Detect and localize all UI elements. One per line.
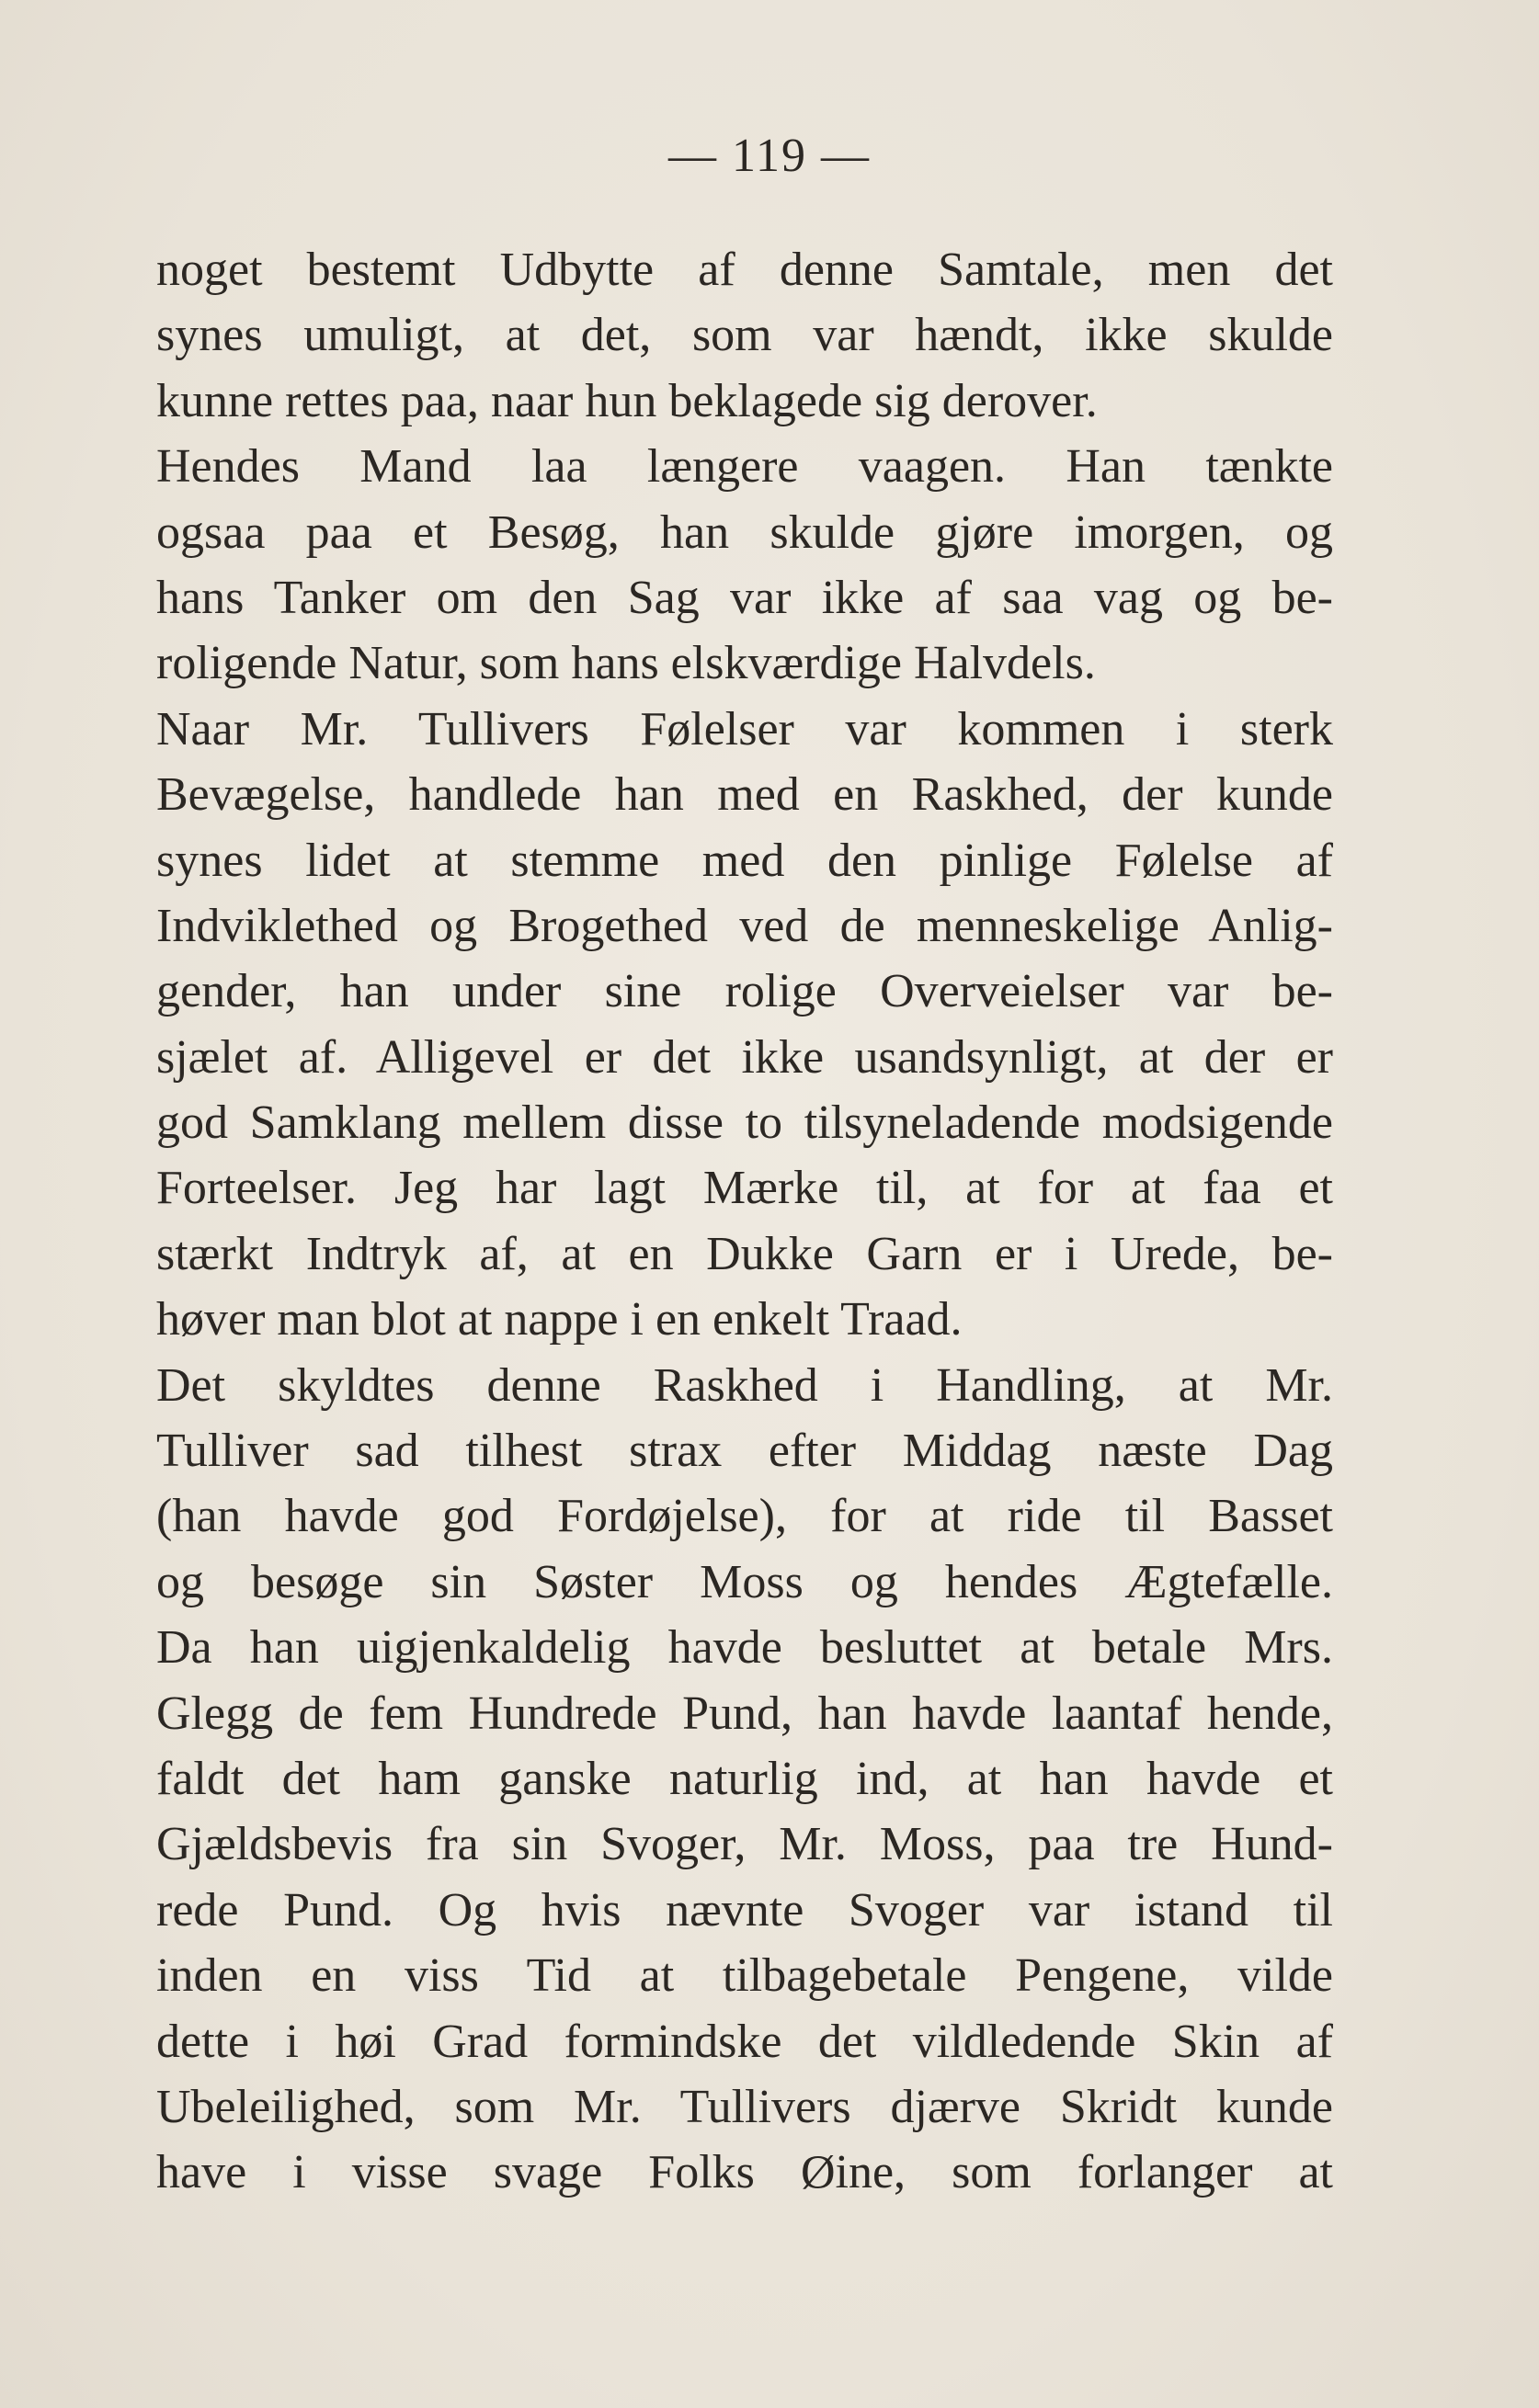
text-line: roligende Natur, som hans elskværdige Halvdels. [156, 637, 1096, 690]
text-line: synes lidet at stemme med den pinlige Følelse af [156, 834, 1333, 887]
text-line: faldt det ham ganske naturlig ind, at han havde et [156, 1752, 1333, 1805]
text-line: (han havde god Fordøjelse), for at ride til Basset [156, 1490, 1333, 1543]
text-line: god Samklang mellem disse to tilsyneladende modsigende [156, 1096, 1333, 1150]
text-line: Hendes Mand laa længere vaagen. Han tænkte [156, 440, 1333, 494]
text-line: Bevægelse, handlede han med en Raskhed, der kunde [156, 768, 1333, 822]
text-line: Glegg de fem Hundrede Pund, han havde laantaf hende, [156, 1687, 1333, 1740]
text-line: sjælet af. Alligevel er det ikke usandsynligt, at der er [156, 1030, 1333, 1084]
text-line: have i visse svage Folks Øine, som forlanger at [156, 2146, 1333, 2199]
text-line: kunne rettes paa, naar hun beklagede sig derover. [156, 374, 1098, 427]
text-line: Ubeleilighed, som Mr. Tullivers djærve Skridt kunde [156, 2080, 1333, 2133]
text-line: Da han uigjenkaldelig havde besluttet at betale Mrs. [156, 1621, 1333, 1675]
text-line: hans Tanker om den Sag var ikke af saa vag og be- [156, 571, 1333, 624]
text-line: synes umuligt, at det, som var hændt, ikke skulde [156, 309, 1333, 362]
body-text [156, 237, 1333, 2206]
text-line: Gjældsbevis fra sin Svoger, Mr. Moss, paa tre Hund- [156, 1818, 1333, 1871]
text-line: Forteelser. Jeg har lagt Mærke til, at for at faa et [156, 1162, 1333, 1215]
text-line: gender, han under sine rolige Overveielser var be- [156, 965, 1333, 1018]
text-line: inden en viss Tid at tilbagebetale Pengene, vilde [156, 1949, 1333, 2003]
text-line: Indviklethed og Brogethed ved de menneskelige Anlig- [156, 899, 1333, 952]
text-line: Det skyldtes denne Raskhed i Handling, at Mr. [156, 1358, 1333, 1412]
text-line: og besøge sin Søster Moss og hendes Ægtefælle. [156, 1555, 1333, 1608]
text-line: Naar Mr. Tullivers Følelser var kommen i sterk [156, 702, 1333, 755]
text-line: rede Pund. Og hvis nævnte Svoger var istand til [156, 1883, 1333, 1937]
text-line: noget bestemt Udbytte af denne Samtale, men det [156, 244, 1333, 296]
text-line: ogsaa paa et Besøg, han skulde gjøre imorgen, og [156, 505, 1333, 559]
text-line: stærkt Indtryk af, at en Dukke Garn er i Urede, be- [156, 1227, 1333, 1280]
text-line: Tulliver sad tilhest strax efter Middag næste Dag [156, 1425, 1333, 1478]
text-line: høver man blot at nappe i en enkelt Traad. [156, 1293, 963, 1346]
page-number-header: — 119 — [667, 130, 872, 182]
text-line: dette i høi Grad formindske det vildledende Skin af [156, 2015, 1333, 2068]
